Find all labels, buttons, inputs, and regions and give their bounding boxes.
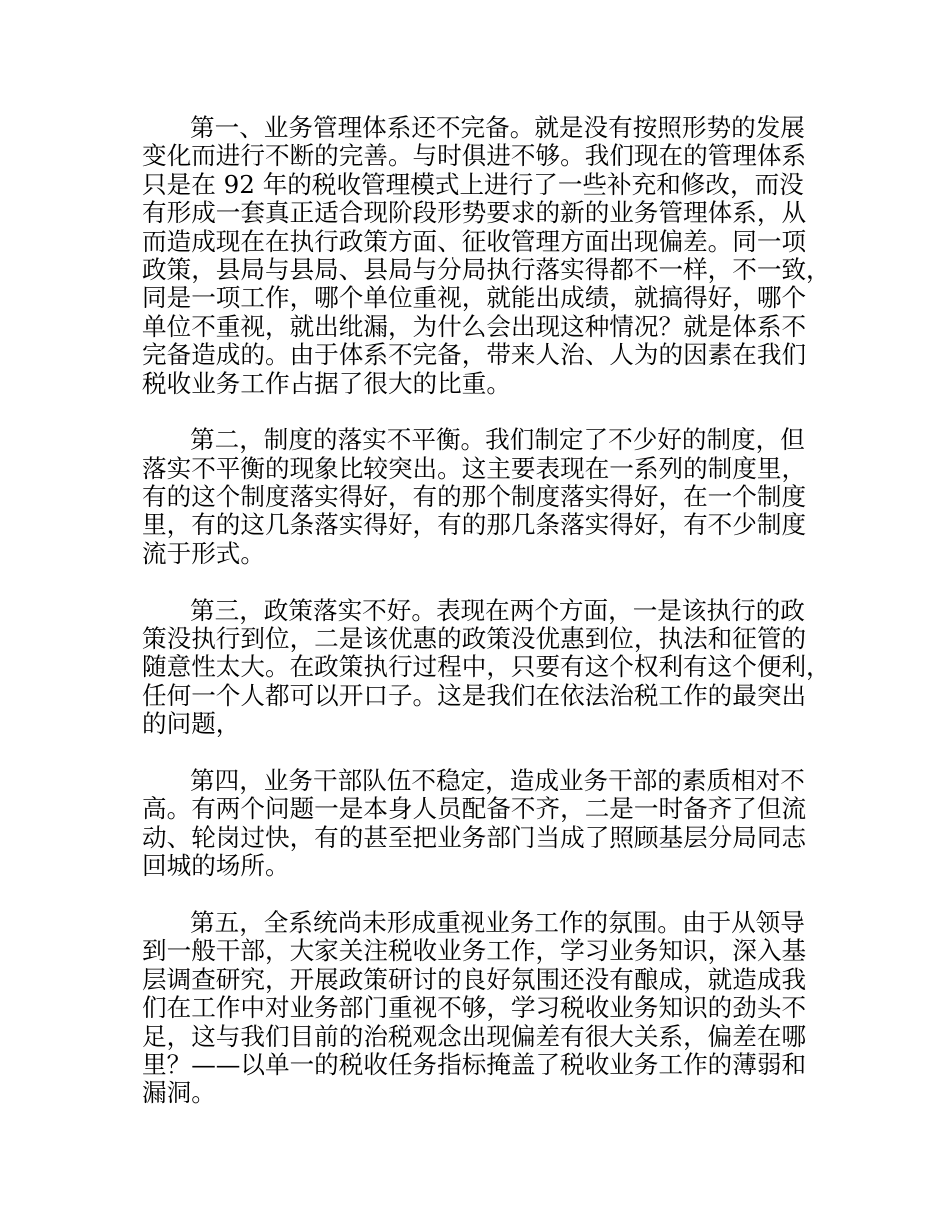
- text-line: 们在工作中对业务部门重视不够，学习税收业务知识的劲头不: [142, 993, 807, 1023]
- document-body: [142, 114, 842, 1136]
- text-line: 单位不重视，就出纰漏，为什么会出现这种情况？就是体系不: [142, 311, 807, 341]
- text-line: 只是在 92 年的税收管理模式上进行了一些补充和修改，而没: [142, 169, 804, 199]
- text-line: 流于形式。: [142, 538, 265, 568]
- text-line: 第一、业务管理体系还不完备。就是没有按照形势的发展: [190, 113, 805, 142]
- text-line: 高。有两个问题一是本身人员配备不齐，二是一时备齐了但流: [142, 794, 807, 824]
- text-line: 里？——以单一的税收任务指标掩盖了税收业务工作的薄弱和: [142, 1049, 807, 1079]
- text-line: 有形成一套真正适合现阶段形势要求的新的业务管理体系，从: [142, 198, 807, 228]
- paragraph-1: [142, 114, 842, 398]
- text-line: 层调查研究，开展政策研讨的良好氛围还没有酿成，就造成我: [142, 964, 807, 994]
- text-line: 第五，全系统尚未形成重视业务工作的氛围。由于从领导: [190, 907, 805, 937]
- text-line: 策没执行到位，二是该优惠的政策没优惠到位，执法和征管的: [142, 624, 807, 654]
- text-line: 随意性太大。在政策执行过程中，只要有这个权利有这个便利，: [142, 652, 831, 682]
- text-line: 第二，制度的落实不平衡。我们制定了不少好的制度，但: [190, 425, 805, 455]
- paragraph-5: [142, 909, 842, 1108]
- text-line: 回城的场所。: [142, 851, 290, 881]
- text-line: 漏洞。: [142, 1078, 216, 1108]
- paragraph-2: [142, 426, 842, 568]
- text-line: 到一般干部，大家关注税收业务工作，学习业务知识，深入基: [142, 936, 807, 966]
- text-line: 足，这与我们目前的治税观念出现偏差有很大关系，偏差在哪: [142, 1021, 807, 1051]
- paragraph-4: [142, 767, 842, 881]
- text-line: 的问题，: [142, 709, 241, 739]
- text-line: 动、轮岗过快，有的甚至把业务部门当成了照顾基层分局同志: [142, 822, 807, 852]
- text-line: 变化而进行不断的完善。与时俱进不够。我们现在的管理体系: [142, 141, 807, 171]
- text-line: 政策，县局与县局、县局与分局执行落实得都不一样，不一致，: [142, 254, 831, 284]
- text-line: 落实不平衡的现象比较突出。这主要表现在一系列的制度里，: [142, 453, 807, 483]
- text-line: 第三，政策落实不好。表现在两个方面，一是该执行的政: [190, 595, 805, 625]
- text-line: 里，有的这几条落实得好，有的那几条落实得好，有不少制度: [142, 510, 807, 540]
- text-line: 完备造成的。由于体系不完备，带来人治、人为的因素在我们: [142, 340, 807, 370]
- text-line: 第四，业务干部队伍不稳定，造成业务干部的素质相对不: [190, 765, 805, 795]
- text-line: 有的这个制度落实得好，有的那个制度落实得好，在一个制度: [142, 482, 807, 512]
- text-line: 同是一项工作，哪个单位重视，就能出成绩，就搞得好，哪个: [142, 283, 807, 313]
- paragraph-3: [142, 597, 842, 739]
- text-line: 而造成现在在执行政策方面、征收管理方面出现偏差。同一项: [142, 226, 807, 256]
- text-line: 税收业务工作占据了很大的比重。: [142, 368, 511, 398]
- text-line: 任何一个人都可以开口子。这是我们在依法治税工作的最突出: [142, 680, 807, 710]
